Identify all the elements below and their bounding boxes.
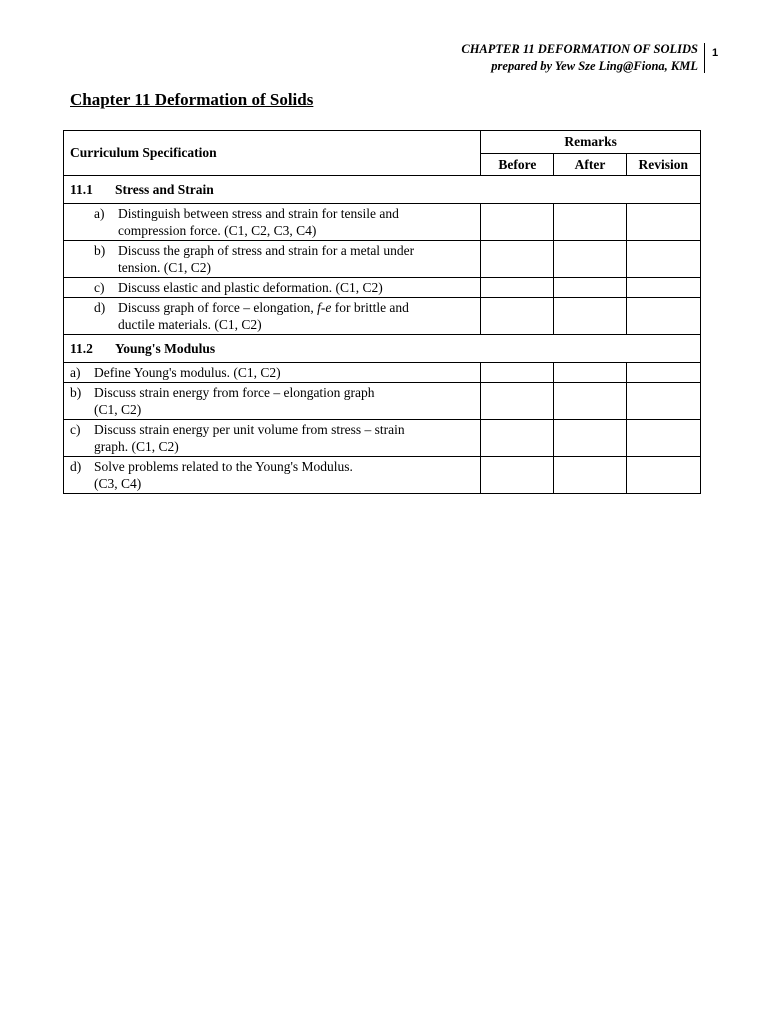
item-text: Discuss elastic and plastic deformation. (C1, C2): [118, 280, 383, 295]
after-header: After: [554, 154, 626, 176]
item-text-cont: (C1, C2): [94, 402, 142, 417]
item-cell: [64, 241, 481, 278]
section-title: Young's Modulus: [115, 340, 216, 356]
after-cell[interactable]: [554, 420, 626, 457]
item-text-cont: graph. (C1, C2): [94, 439, 179, 454]
before-header: Before: [481, 154, 554, 176]
item-label: d): [94, 300, 106, 315]
item-cell: [64, 298, 481, 335]
section-number: 11.2: [70, 340, 93, 356]
item-label: a): [94, 206, 105, 221]
item-label: c): [70, 422, 81, 437]
before-cell[interactable]: [481, 363, 554, 383]
item-cell: [64, 383, 481, 420]
revision-cell[interactable]: [626, 241, 700, 278]
revision-cell[interactable]: [626, 204, 700, 241]
item-text-cont: tension. (C1, C2): [118, 260, 211, 275]
after-cell[interactable]: [554, 241, 626, 278]
before-cell[interactable]: [481, 298, 554, 335]
revision-cell[interactable]: [626, 298, 700, 335]
before-cell[interactable]: [481, 457, 554, 494]
item-text: Discuss graph of force – elongation, f-e for brittle and: [118, 300, 409, 315]
table-row: [64, 298, 701, 335]
after-cell[interactable]: [554, 457, 626, 494]
revision-cell[interactable]: [626, 420, 700, 457]
item-label: a): [70, 365, 81, 380]
section-number: 11.1: [70, 181, 93, 197]
page-number: 1: [712, 47, 719, 59]
revision-cell[interactable]: [626, 383, 700, 420]
page-header: [461, 41, 698, 75]
item-text: Discuss strain energy per unit volume from stress – strain: [94, 422, 405, 437]
item-cell: [64, 278, 481, 298]
before-cell[interactable]: [481, 383, 554, 420]
item-label: d): [70, 459, 82, 474]
table-row: [64, 420, 701, 457]
after-cell[interactable]: [554, 298, 626, 335]
after-cell[interactable]: [554, 278, 626, 298]
table-row: [64, 204, 701, 241]
item-text: Discuss strain energy from force – elongation graph: [94, 385, 375, 400]
section-title: Stress and Strain: [115, 181, 214, 197]
item-text: Define Young's modulus. (C1, C2): [94, 365, 281, 380]
item-text-cont: compression force. (C1, C2, C3, C4): [118, 223, 317, 238]
remarks-header: Remarks: [481, 131, 701, 154]
before-cell[interactable]: [481, 241, 554, 278]
revision-cell[interactable]: [626, 278, 700, 298]
section-row: [64, 335, 701, 363]
section-heading: [64, 176, 701, 204]
table-row: [64, 241, 701, 278]
after-cell[interactable]: [554, 204, 626, 241]
item-text: Solve problems related to the Young's Modulus.: [94, 459, 353, 474]
header-author: prepared by Yew Sze Ling@Fiona, KML: [491, 59, 698, 73]
after-cell[interactable]: [554, 363, 626, 383]
item-text: Discuss the graph of stress and strain for a metal under: [118, 243, 415, 258]
item-label: c): [94, 280, 105, 295]
item-text-cont: ductile materials. (C1, C2): [118, 317, 262, 332]
page-number-box: [704, 43, 718, 73]
item-label: b): [70, 385, 82, 400]
item-cell: [64, 204, 481, 241]
item-cell: [64, 420, 481, 457]
section-row: [64, 176, 701, 204]
header-chapter: CHAPTER 11 DEFORMATION OF SOLIDS: [461, 42, 698, 56]
before-cell[interactable]: [481, 420, 554, 457]
revision-cell[interactable]: [626, 457, 700, 494]
curriculum-table: [63, 130, 701, 494]
document-title: Chapter 11 Deformation of Solids: [70, 90, 314, 109]
table-row: [64, 363, 701, 383]
curriculum-header: Curriculum Specification: [64, 131, 481, 176]
section-heading: [64, 335, 701, 363]
after-cell[interactable]: [554, 383, 626, 420]
item-label: b): [94, 243, 106, 258]
table-row: [64, 457, 701, 494]
table-row: [64, 383, 701, 420]
before-cell[interactable]: [481, 278, 554, 298]
item-cell: [64, 457, 481, 494]
item-cell: [64, 363, 481, 383]
item-text-cont: (C3, C4): [94, 476, 142, 491]
revision-cell[interactable]: [626, 363, 700, 383]
item-text: Distinguish between stress and strain for tensile and: [118, 206, 399, 221]
table-row: [64, 278, 701, 298]
before-cell[interactable]: [481, 204, 554, 241]
revision-header: Revision: [626, 154, 700, 176]
